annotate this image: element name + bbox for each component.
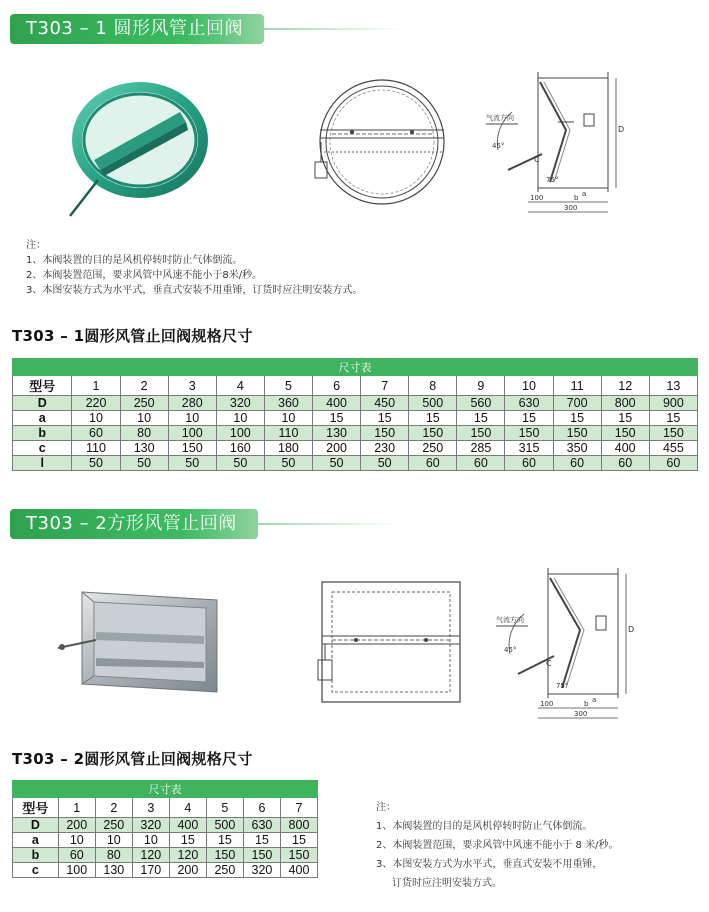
table-cell: 350 [553, 441, 601, 456]
table-cell: 15 [243, 833, 280, 848]
note-header: 注： [376, 802, 396, 813]
table-cell: 10 [120, 411, 168, 426]
table-cell: 15 [280, 833, 317, 848]
table-cell: 630 [505, 396, 553, 411]
spec-table-1 [12, 358, 698, 471]
table-cell: 200 [169, 863, 206, 878]
table-cell: 100 [216, 426, 264, 441]
table-cell: 10 [132, 833, 169, 848]
table-cell: 320 [243, 863, 280, 878]
table-column-header: 2 [95, 798, 132, 818]
note-header: 注： [26, 240, 46, 251]
table-cell: 60 [553, 456, 601, 471]
section1-table-title: T303 – 1圆形风管止回阀规格尺寸 [12, 327, 253, 345]
table-row-label: b [13, 426, 72, 441]
table-caption: 尺寸表 [13, 359, 698, 376]
table-cell: 800 [601, 396, 649, 411]
table-cell: 130 [313, 426, 361, 441]
svg-text:45°: 45° [492, 142, 505, 150]
table-cell: 15 [361, 411, 409, 426]
table-cell: 560 [457, 396, 505, 411]
table-cell: 10 [58, 833, 95, 848]
table-column-header: 10 [505, 376, 553, 396]
spec-table-2 [12, 780, 318, 878]
section1-notes [26, 238, 362, 298]
table-cell: 60 [649, 456, 697, 471]
svg-text:100: 100 [540, 700, 554, 708]
table-cell: 15 [409, 411, 457, 426]
table-cell: 50 [216, 456, 264, 471]
svg-text:气流方向: 气流方向 [486, 114, 514, 122]
svg-text:气流方向: 气流方向 [496, 616, 524, 624]
table-column-header: 6 [313, 376, 361, 396]
table-cell: 150 [409, 426, 457, 441]
table-cell: 400 [601, 441, 649, 456]
table-row-label: b [13, 848, 59, 863]
table-cell: 450 [361, 396, 409, 411]
table-cell: 230 [361, 441, 409, 456]
table-cell: 130 [95, 863, 132, 878]
section2-banner [10, 509, 258, 539]
table-row-label: l [13, 456, 72, 471]
table-column-header: 5 [206, 798, 243, 818]
table-cell: 455 [649, 441, 697, 456]
table-cell: 15 [505, 411, 553, 426]
svg-text:C: C [546, 659, 552, 668]
circular-valve-front-drawing [312, 72, 462, 212]
table-cell: 250 [95, 818, 132, 833]
svg-text:75°: 75° [546, 176, 559, 184]
note-line: 3、本图安装方式为水平式，垂直式安装不用重锤，订货时应注明安装方式。 [26, 285, 363, 296]
svg-text:a: a [592, 696, 597, 704]
svg-text:100: 100 [530, 194, 544, 202]
table-cell: 50 [264, 456, 312, 471]
table-cell: 150 [505, 426, 553, 441]
table-column-header: 13 [649, 376, 697, 396]
table-cell: 250 [120, 396, 168, 411]
svg-text:b: b [584, 700, 589, 708]
table-header-label: 型号 [13, 798, 59, 818]
section2-notes [376, 798, 618, 893]
table-column-header: 6 [243, 798, 280, 818]
table-cell: 50 [361, 456, 409, 471]
table-row [13, 441, 698, 456]
table-row-label: a [13, 833, 59, 848]
table-cell: 150 [457, 426, 505, 441]
table-header-label: 型号 [13, 376, 72, 396]
table-column-header: 3 [168, 376, 216, 396]
svg-text:D: D [628, 625, 635, 634]
table-column-header: 1 [58, 798, 95, 818]
table-row [13, 456, 698, 471]
table-cell: 10 [72, 411, 120, 426]
svg-text:D: D [618, 125, 625, 134]
table-cell: 250 [206, 863, 243, 878]
table-cell: 80 [95, 848, 132, 863]
table-column-header: 7 [361, 376, 409, 396]
table-cell: 500 [206, 818, 243, 833]
table-column-header: 4 [169, 798, 206, 818]
table-cell: 50 [72, 456, 120, 471]
table-cell: 250 [409, 441, 457, 456]
table-row [13, 833, 318, 848]
table-row-label: c [13, 441, 72, 456]
table-cell: 15 [601, 411, 649, 426]
svg-text:300: 300 [564, 204, 578, 212]
table-cell: 10 [216, 411, 264, 426]
table-column-header: 8 [409, 376, 457, 396]
table-cell: 315 [505, 441, 553, 456]
table-column-header: 2 [120, 376, 168, 396]
table-cell: 500 [409, 396, 457, 411]
table-cell: 400 [313, 396, 361, 411]
table-cell: 100 [168, 426, 216, 441]
table-cell: 50 [120, 456, 168, 471]
table-cell: 80 [120, 426, 168, 441]
svg-text:75°: 75° [556, 682, 569, 690]
section2-banner-title: T303 – 2方形风管止回阀 [26, 513, 237, 534]
note-line: 2、本阀装置范围，要求风管中风速不能小于 8 米/秒。 [376, 840, 619, 851]
svg-text:300: 300 [574, 710, 588, 718]
table-column-header: 5 [264, 376, 312, 396]
table-cell: 15 [169, 833, 206, 848]
table-column-header: 1 [72, 376, 120, 396]
table-cell: 10 [264, 411, 312, 426]
section2-table-title: T303 – 2圆形风管止回阀规格尺寸 [12, 750, 253, 768]
table-cell: 110 [72, 441, 120, 456]
table-cell: 150 [168, 441, 216, 456]
table-cell: 160 [216, 441, 264, 456]
table-cell: 60 [505, 456, 553, 471]
note-line: 2、本阀装置范围，要求风管中风速不能小于8米/秒。 [26, 270, 263, 281]
note-line: 1、本阀装置的目的是风机停转时防止气体倒流。 [376, 821, 593, 832]
table-cell: 150 [601, 426, 649, 441]
table-cell: 800 [280, 818, 317, 833]
table-row-label: D [13, 818, 59, 833]
section1-banner-title: T303 – 1 圆形风管止回阀 [26, 18, 243, 39]
table-cell: 110 [264, 426, 312, 441]
table-cell: 400 [280, 863, 317, 878]
table-cell: 130 [120, 441, 168, 456]
svg-text:C: C [534, 155, 540, 164]
table-cell: 60 [457, 456, 505, 471]
circular-valve-side-drawing [478, 70, 638, 220]
svg-text:a: a [582, 190, 587, 198]
table-caption: 尺寸表 [13, 781, 318, 798]
table-cell: 150 [553, 426, 601, 441]
table-cell: 10 [168, 411, 216, 426]
table-cell: 50 [168, 456, 216, 471]
table-cell: 360 [264, 396, 312, 411]
table-row [13, 411, 698, 426]
table-cell: 15 [553, 411, 601, 426]
table-cell: 400 [169, 818, 206, 833]
table-cell: 15 [649, 411, 697, 426]
table-cell: 120 [132, 848, 169, 863]
square-valve-side-drawing [488, 566, 648, 726]
table-cell: 60 [601, 456, 649, 471]
table-cell: 60 [409, 456, 457, 471]
table-cell: 630 [243, 818, 280, 833]
table-cell: 60 [58, 848, 95, 863]
square-valve-front-drawing [316, 578, 466, 708]
table-cell: 170 [132, 863, 169, 878]
table-column-header: 7 [280, 798, 317, 818]
table-cell: 220 [72, 396, 120, 411]
table-column-header: 11 [553, 376, 601, 396]
table-row [13, 863, 318, 878]
square-valve-photo [52, 588, 222, 703]
table-row [13, 848, 318, 863]
table-cell: 200 [313, 441, 361, 456]
table-cell: 320 [216, 396, 264, 411]
table-row-label: a [13, 411, 72, 426]
table-cell: 15 [206, 833, 243, 848]
table-cell: 150 [649, 426, 697, 441]
svg-text:45°: 45° [504, 646, 517, 654]
section1-banner [10, 14, 264, 44]
table-cell: 150 [280, 848, 317, 863]
table-column-header: 4 [216, 376, 264, 396]
table-row-label: c [13, 863, 59, 878]
table-cell: 900 [649, 396, 697, 411]
table-cell: 15 [313, 411, 361, 426]
table-cell: 150 [243, 848, 280, 863]
table-cell: 120 [169, 848, 206, 863]
table-cell: 100 [58, 863, 95, 878]
table-cell: 150 [206, 848, 243, 863]
note-line: 1、本阀装置的目的是风机停转时防止气体倒流。 [26, 255, 243, 266]
table-column-header: 9 [457, 376, 505, 396]
table-cell: 10 [95, 833, 132, 848]
note-line: 订货时应注明安装方式。 [392, 878, 502, 889]
table-cell: 180 [264, 441, 312, 456]
table-cell: 60 [72, 426, 120, 441]
note-line: 3、本图安装方式为水平式，垂直式安装不用重锤， [376, 859, 603, 870]
table-cell: 285 [457, 441, 505, 456]
table-column-header: 3 [132, 798, 169, 818]
table-row-label: D [13, 396, 72, 411]
table-cell: 320 [132, 818, 169, 833]
table-cell: 50 [313, 456, 361, 471]
table-row [13, 426, 698, 441]
table-column-header: 12 [601, 376, 649, 396]
table-row [13, 818, 318, 833]
table-cell: 200 [58, 818, 95, 833]
table-cell: 700 [553, 396, 601, 411]
table-cell: 15 [457, 411, 505, 426]
table-row [13, 396, 698, 411]
svg-text:b: b [574, 194, 579, 202]
circular-valve-photo [60, 70, 215, 230]
table-cell: 150 [361, 426, 409, 441]
table-cell: 280 [168, 396, 216, 411]
